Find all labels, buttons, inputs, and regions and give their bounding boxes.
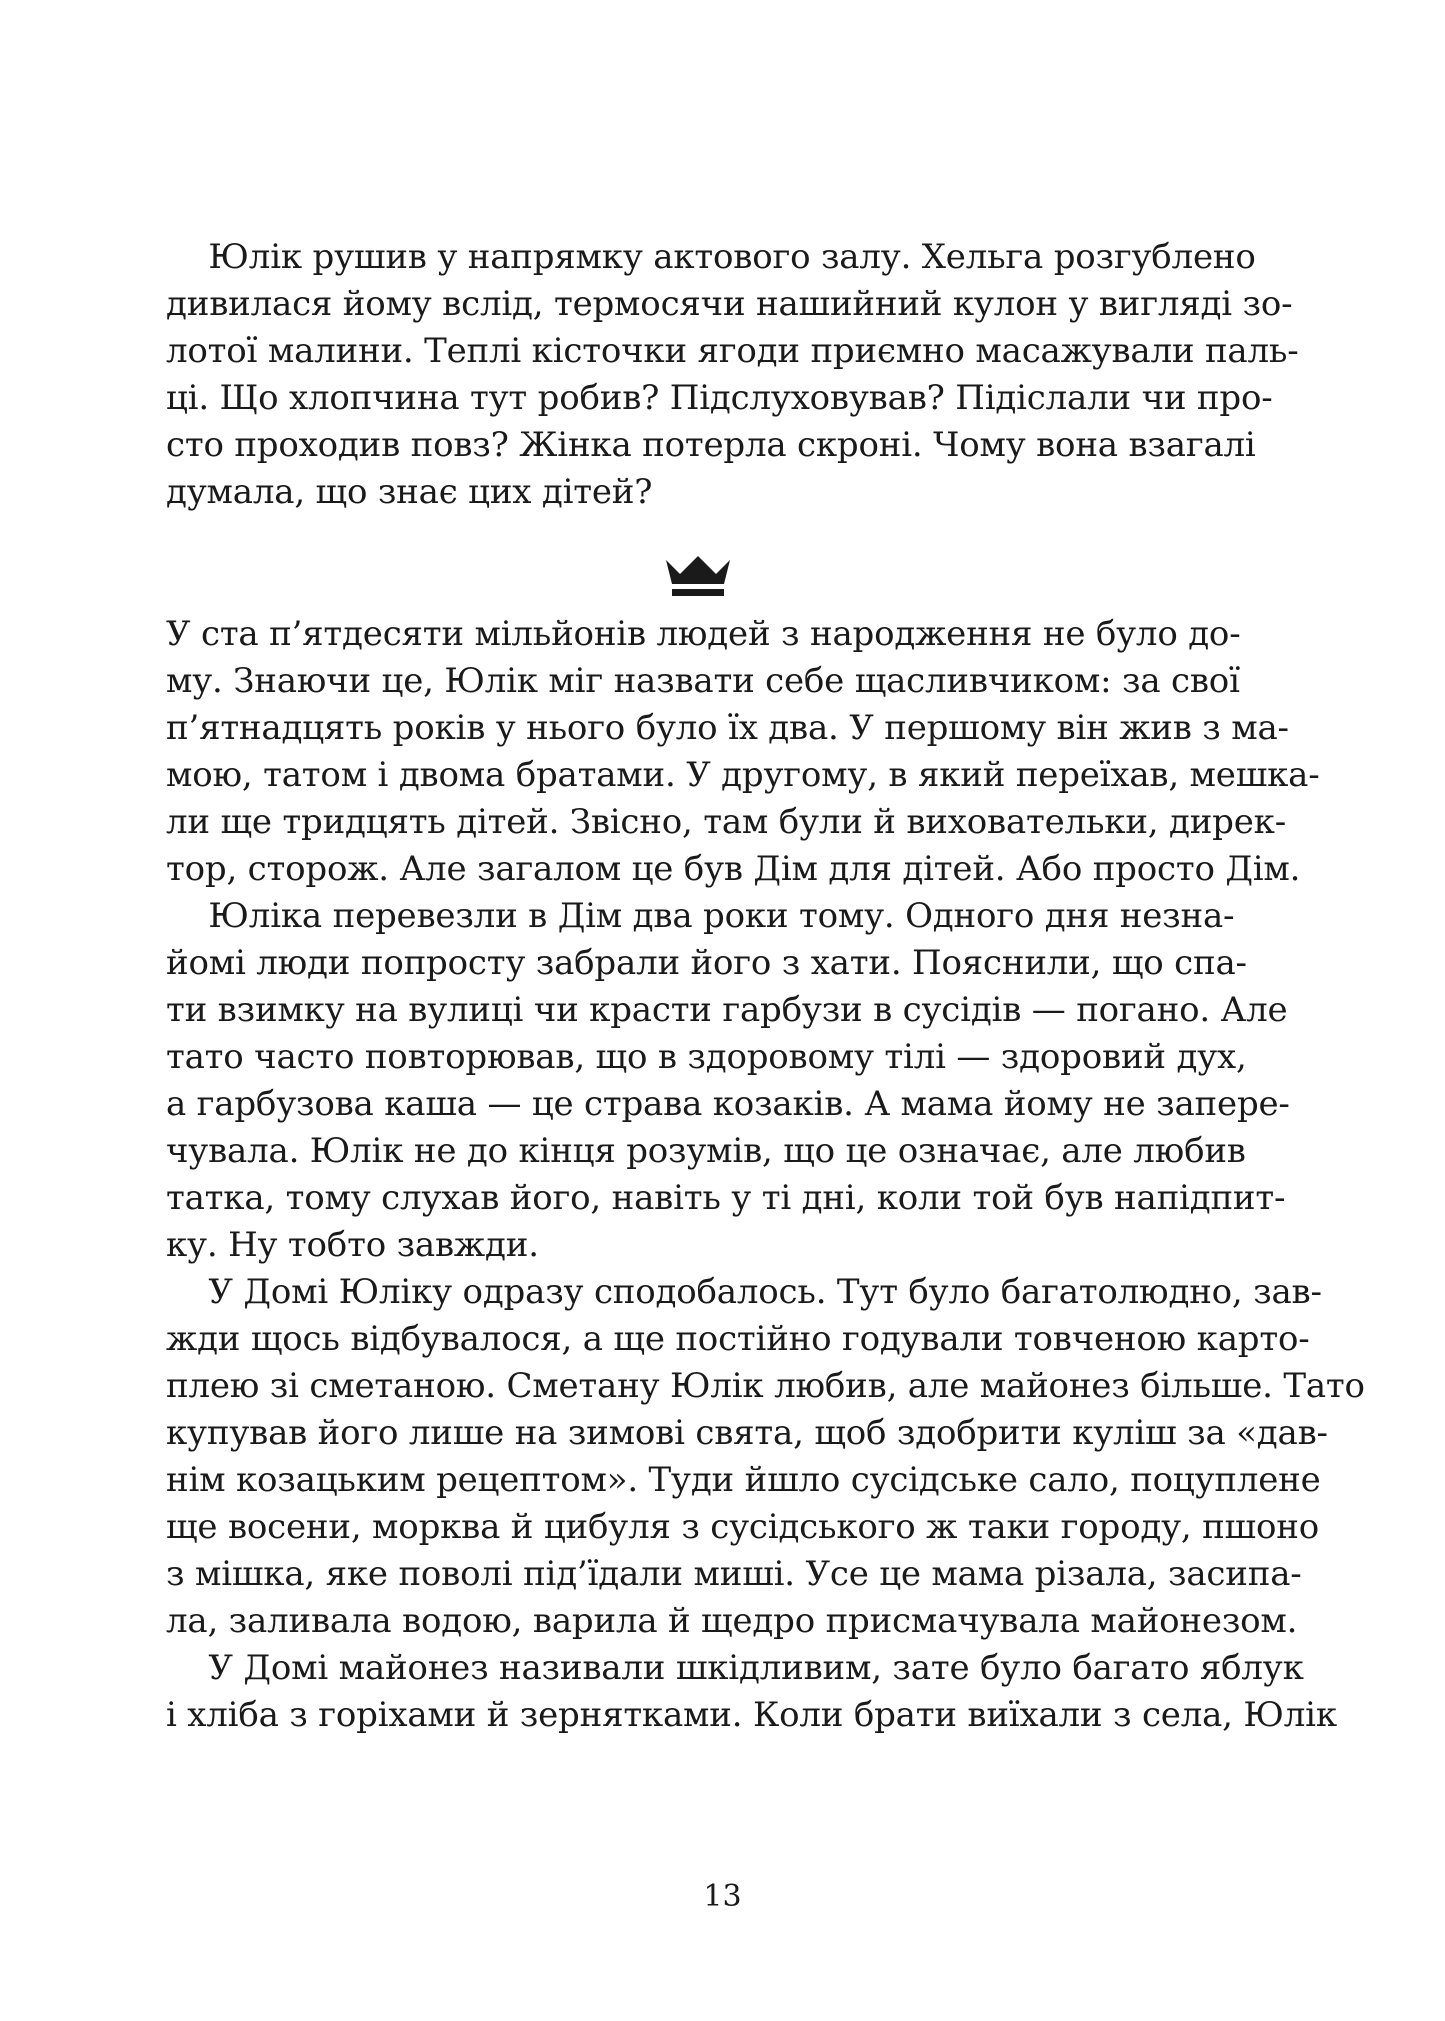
crown-icon bbox=[662, 554, 734, 598]
text-line: ще восени, морква й цибуля з сусідського ж таки городу, пшоно bbox=[166, 1507, 1319, 1547]
text-line: ку. Ну тобто завжди. bbox=[166, 1225, 539, 1265]
text-line: купував його лише на зимові свята, щоб здобрити куліш за «дав- bbox=[166, 1413, 1328, 1453]
text-line: і хліба з горіхами й зернятками. Коли брати виїхали з села, Юлік bbox=[166, 1695, 1337, 1735]
text-line: тор, сторож. Але загалом це був Дім для дітей. Або просто Дім. bbox=[166, 849, 1301, 889]
text-line: сто проходив повз? Жінка потерла скроні. Чому вона взагалі bbox=[166, 425, 1256, 465]
text-line: тато часто повторював, що в здоровому тілі — здоровий дух, bbox=[166, 1037, 1247, 1077]
text-line: нім козацьким рецептом». Туди йшло сусідське сало, поцуплене bbox=[166, 1460, 1321, 1500]
text-line: Юліка перевезли в Дім два роки тому. Одного дня незна- bbox=[166, 896, 1235, 936]
paragraph-block-1 bbox=[166, 234, 1299, 516]
text-line: лотої малини. Теплі кісточки ягоди приємно масажували паль- bbox=[166, 331, 1299, 371]
text-line: татка, тому слухав його, навіть у ті дні, коли той був напідпит- bbox=[166, 1178, 1286, 1218]
text-line: ти взимку на вулиці чи красти гарбузи в сусідів — погано. Але bbox=[166, 990, 1288, 1030]
text-line: ли ще тридцять дітей. Звісно, там були й виховательки, дирек- bbox=[166, 802, 1287, 842]
text-line: Юлік рушив у напрямку актового залу. Хельга розгублено bbox=[166, 237, 1256, 277]
text-line: У Домі майонез називали шкідливим, зате було багато яблук bbox=[166, 1648, 1304, 1688]
text-line: ці. Що хлопчина тут робив? Підслуховував? Підіслали чи про- bbox=[166, 378, 1273, 418]
text-line: ла, заливала водою, варила й щедро присмачувала майонезом. bbox=[166, 1601, 1298, 1641]
text-line: чувала. Юлік не до кінця розумів, що це означає, але любив bbox=[166, 1131, 1246, 1171]
text-line: п’ятнадцять років у нього було їх два. У першому він жив з ма- bbox=[166, 708, 1289, 748]
text-line: плею зі сметаною. Сметану Юлік любив, але майонез більше. Тато bbox=[166, 1366, 1365, 1406]
text-line: У Домі Юліку одразу сподобалось. Тут було багатолюдно, зав- bbox=[166, 1272, 1322, 1312]
text-line: думала, що знає цих дітей? bbox=[166, 472, 653, 512]
text-line: жди щось відбувалося, а ще постійно годували товченою карто- bbox=[166, 1319, 1310, 1359]
page-number: 13 bbox=[703, 1879, 742, 1914]
text-line: йомі люди попросту забрали його з хати. Пояснили, що спа- bbox=[166, 943, 1247, 983]
text-line: а гарбузова каша — це страва козаків. А мама йому не запере- bbox=[166, 1084, 1290, 1124]
paragraph-block-2 bbox=[166, 611, 1365, 1739]
text-line: з мішка, яке поволі під’їдали миші. Усе це мама різала, засипа- bbox=[166, 1554, 1302, 1594]
text-line: мою, татом і двома братами. У другому, в який переїхав, мешка- bbox=[166, 755, 1320, 795]
text-line: дивилася йому вслід, термосячи нашийний кулон у вигляді зо- bbox=[166, 284, 1293, 324]
text-line: У ста п’ятдесяти мільйонів людей з народження не було до- bbox=[166, 614, 1241, 654]
text-line: му. Знаючи це, Юлік міг назвати себе щасливчиком: за свої bbox=[166, 661, 1240, 701]
